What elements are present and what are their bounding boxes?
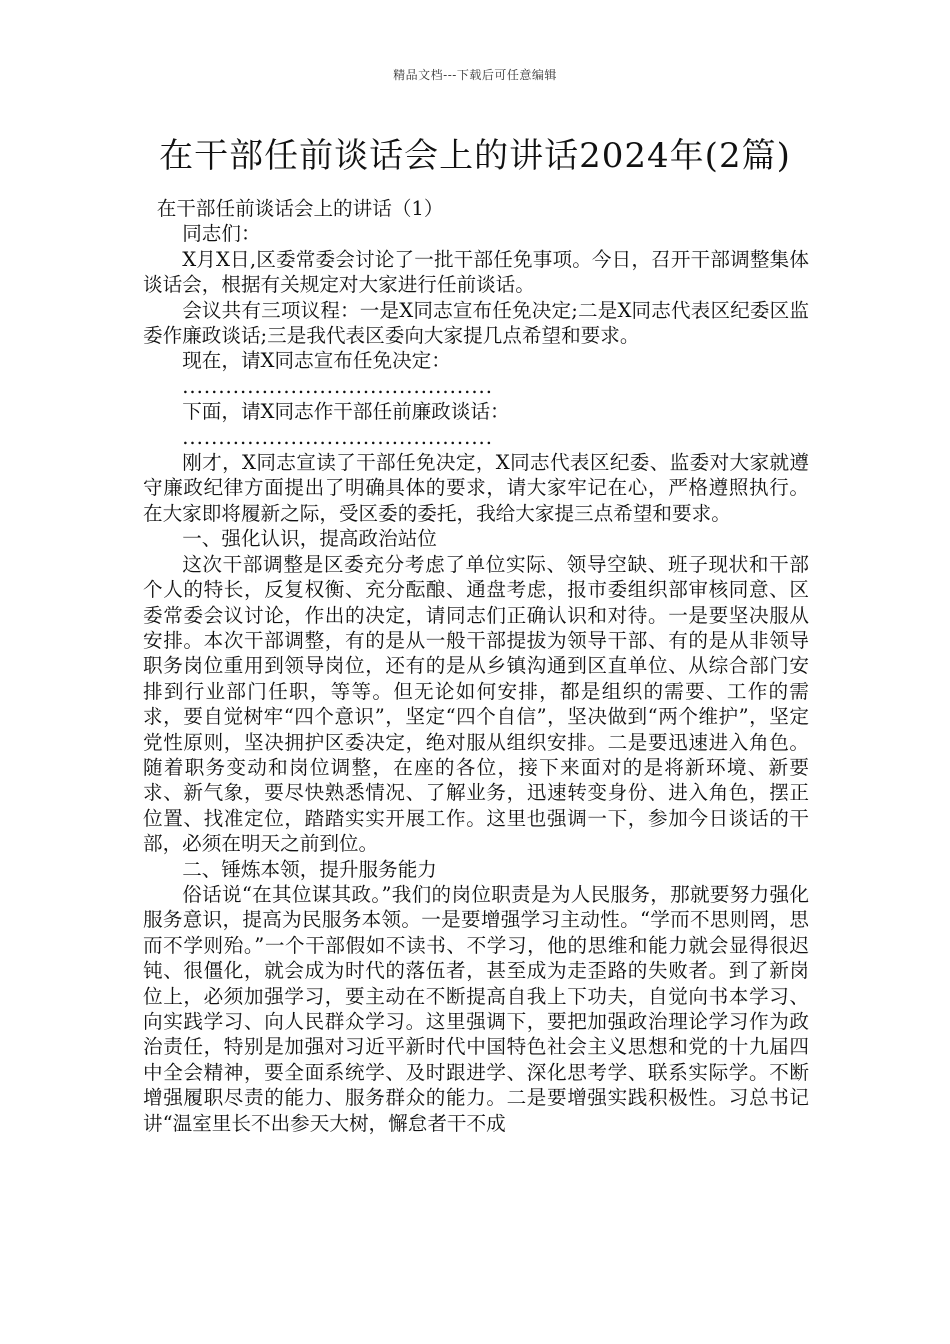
paragraph-4: 下面，请X同志作干部任前廉政谈话：	[182, 400, 510, 424]
header-note: 精品文档---下载后可任意编辑	[393, 68, 557, 82]
paragraph-7: 俗话说“在其位谋其政。”我们的岗位职责是为人民服务，那就要努力强化服务意识，提高为民服务本领。一是要增强学习主动性。“学而不思则罔，思而不学则殆。”一个干部假如不读书、不学习，他的思维和能力就会显得很迟钝、很僵化，就会成为时代的落伍者，甚至成为走歪路的失败者。到了新岗位上，必须加强学习，要主动在不断提高自我上下功夫，自觉向书本学习、向实践学习、向人民群众学习。这里强调下，要把加强政治理论学习作为政治责任，特别是加强对习近平新时代中国特色社会主义思想和党的十九届四中全会精神，要全面系统学、及时跟进学、深化思考学、联系实际学。不断增强履职尽责的能力、服务群众的能力。二是要增强实践积极性。习总书记讲“温室里长不出参天大树，懈怠者干不成	[143, 882, 809, 1135]
section-subtitle: 在干部任前谈话会上的讲话（1）	[156, 197, 444, 220]
paragraph-1: X月X日,区委常委会讨论了一批干部任免事项。今日，召开干部调整集体谈话会，根据有关规定对大家进行任前谈话。	[143, 247, 809, 297]
greeting: 同志们：	[182, 222, 261, 246]
dots-line-2: ...........................................	[182, 425, 494, 449]
document-body	[143, 196, 809, 1136]
section-heading-1: 一、强化认识，提高政治站位	[182, 527, 437, 551]
paragraph-3: 现在，请X同志宣布任免决定：	[182, 349, 451, 373]
paragraph-2: 会议共有三项议程：一是X同志宣布任免决定;二是X同志代表区纪委区监委作廉政谈话;三是我代表区委向大家提几点希望和要求。	[143, 298, 809, 348]
paragraph-5: 刚才，X同志宣读了干部任免决定，X同志代表区纪委、监委对大家就遵守廉政纪律方面提出了明确具体的要求，请大家牢记在心，严格遵照执行。在大家即将履新之际，受区委的委托，我给大家提三点希望和要求。	[143, 451, 809, 525]
dots-line-1: ...........................................	[182, 374, 494, 398]
paragraph-6: 这次干部调整是区委充分考虑了单位实际、领导空缺、班子现状和干部个人的特长，反复权衡、充分酝酿、通盘考虑，报市委组织部审核同意、区委常委会议讨论，作出的决定，请同志们正确认识和对待。一是要坚决服从安排。本次干部调整，有的是从一般干部提拔为领导干部、有的是从非领导职务岗位重用到领导岗位，还有的是从乡镇沟通到区直单位、从综合部门安排到行业部门任职，等等。但无论如何安排，都是组织的需要、工作的需求，要自觉树牢“四个意识”，坚定“四个自信”，坚决做到“两个维护”，坚定党性原则，坚决拥护区委决定，绝对服从组织安排。二是要迅速进入角色。随着职务变动和岗位调整，在座的各位，接下来面对的是将新环境、新要求、新气象，要尽快熟悉情况、了解业务，迅速转变身份、进入角色，摆正位置、找准定位，踏踏实实开展工作。这里也强调一下，参加今日谈话的干部，必须在明天之前到位。	[143, 552, 809, 856]
section-heading-2: 二、锤炼本领，提升服务能力	[182, 857, 437, 881]
document-title: 在干部任前谈话会上的讲话2024年(2篇)	[159, 136, 791, 176]
